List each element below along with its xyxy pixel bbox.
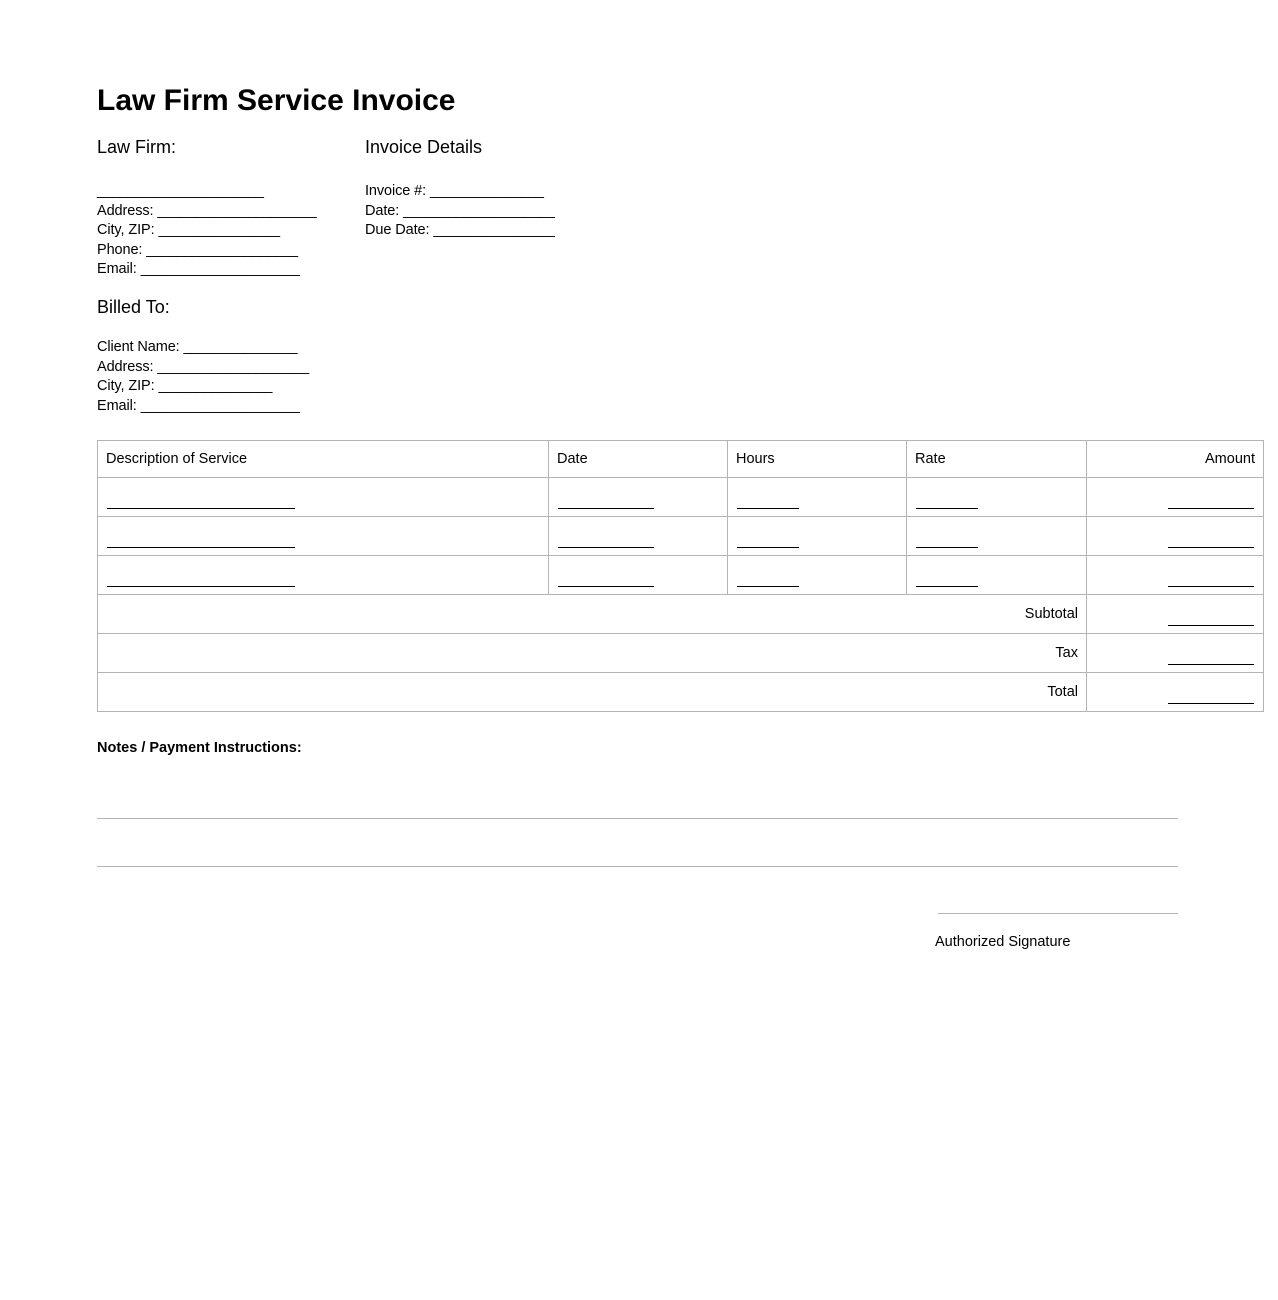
- cell-rate[interactable]: [907, 478, 1087, 517]
- cell-amount[interactable]: [1087, 478, 1264, 517]
- client-name-label: Client Name:: [97, 339, 180, 355]
- hours-rule: [737, 547, 799, 548]
- firm-name-field[interactable]: [97, 182, 362, 202]
- invoice-date-field[interactable]: [365, 202, 685, 222]
- tax-value-cell[interactable]: [1087, 634, 1264, 673]
- cell-date[interactable]: [549, 478, 728, 517]
- cell-description[interactable]: [98, 478, 549, 517]
- invoice-date-label: Date:: [365, 202, 400, 219]
- rate-rule: [916, 508, 978, 509]
- client-email-field[interactable]: [97, 397, 517, 417]
- invoice-due-date-field[interactable]: [365, 221, 685, 241]
- billed-to-heading: Billed To:: [97, 297, 170, 317]
- billed-to-fields: [97, 338, 517, 416]
- table-header-row: [98, 441, 1264, 478]
- firm-phone-label: Phone:: [97, 241, 143, 258]
- total-label: Total: [98, 673, 1087, 712]
- cell-date[interactable]: [549, 556, 728, 595]
- total-row: [98, 673, 1264, 712]
- subtotal-row: [98, 595, 1264, 634]
- law-firm-section: [97, 136, 362, 280]
- subtotal-value-cell[interactable]: [1087, 595, 1264, 634]
- client-address-rule: ____________________: [157, 358, 309, 375]
- invoice-number-rule: _______________: [430, 183, 544, 199]
- firm-city-zip-field[interactable]: [97, 221, 362, 241]
- table-row: [98, 556, 1264, 595]
- firm-phone-field[interactable]: [97, 241, 362, 261]
- client-name-field[interactable]: [97, 338, 517, 358]
- invoice-details-fields: [365, 182, 685, 241]
- table-header: [98, 441, 1264, 478]
- date-rule: [558, 508, 654, 509]
- cell-description[interactable]: [98, 517, 549, 556]
- law-firm-heading: Law Firm:: [97, 137, 177, 157]
- firm-email-label: Email:: [97, 261, 137, 277]
- firm-email-rule: _____________________: [140, 261, 300, 277]
- date-rule: [558, 586, 654, 587]
- client-email-label: Email:: [97, 397, 137, 414]
- date-rule: [558, 547, 654, 548]
- firm-email-field[interactable]: [97, 260, 362, 280]
- invoice-due-date-label: Due Date:: [365, 222, 430, 238]
- client-address-label: Address:: [97, 358, 154, 375]
- client-email-rule: _____________________: [140, 397, 300, 414]
- rate-rule: [916, 547, 978, 548]
- cell-hours[interactable]: [728, 556, 907, 595]
- cell-description[interactable]: [98, 556, 549, 595]
- client-city-zip-field[interactable]: [97, 377, 517, 397]
- column-header-rate: Rate: [907, 441, 1087, 478]
- column-header-amount: Amount: [1087, 441, 1264, 478]
- cell-date[interactable]: [549, 517, 728, 556]
- table-row: [98, 517, 1264, 556]
- billed-to-section: [97, 296, 517, 416]
- invoice-number-field[interactable]: [365, 182, 685, 202]
- table-row: [98, 478, 1264, 517]
- cell-hours[interactable]: [728, 517, 907, 556]
- client-city-zip-rule: _______________: [158, 378, 272, 394]
- client-address-field[interactable]: [97, 358, 517, 378]
- amount-rule: [1168, 586, 1254, 587]
- client-name-rule: _______________: [183, 339, 298, 355]
- firm-address-label: Address:: [97, 202, 154, 219]
- amount-rule: [1168, 547, 1254, 548]
- column-header-date: Date: [549, 441, 728, 478]
- cell-hours[interactable]: [728, 478, 907, 517]
- cell-amount[interactable]: [1087, 556, 1264, 595]
- column-header-description: Description of Service: [98, 441, 549, 478]
- hours-rule: [737, 586, 799, 587]
- cell-amount[interactable]: [1087, 517, 1264, 556]
- rate-rule: [916, 586, 978, 587]
- invoice-details-heading: Invoice Details: [365, 137, 483, 157]
- tax-row: [98, 634, 1264, 673]
- tax-label: Tax: [98, 634, 1087, 673]
- invoice-due-date-rule: ________________: [433, 222, 555, 238]
- total-value-cell[interactable]: [1087, 673, 1264, 712]
- firm-name-rule: ______________________: [97, 183, 264, 199]
- line-items-table: [97, 440, 1264, 712]
- table-body: [98, 478, 1264, 712]
- cell-rate[interactable]: [907, 517, 1087, 556]
- amount-rule: [1168, 508, 1254, 509]
- notes-line-2[interactable]: [97, 866, 1178, 867]
- description-rule: [107, 547, 295, 548]
- subtotal-label: Subtotal: [98, 595, 1087, 634]
- notes-line-1[interactable]: [97, 818, 1178, 819]
- firm-address-rule: _____________________: [157, 202, 317, 219]
- law-firm-fields: [97, 182, 362, 280]
- notes-heading: Notes / Payment Instructions:: [97, 740, 302, 756]
- firm-phone-rule: ____________________: [146, 241, 298, 258]
- invoice-number-label: Invoice #:: [365, 183, 427, 199]
- firm-address-field[interactable]: [97, 202, 362, 222]
- description-rule: [107, 508, 295, 509]
- signature-line[interactable]: [938, 913, 1178, 914]
- firm-city-zip-rule: ________________: [158, 222, 280, 238]
- invoice-date-rule: ____________________: [403, 202, 555, 219]
- page-title: Law Firm Service Invoice: [97, 84, 456, 117]
- firm-city-zip-label: City, ZIP:: [97, 222, 155, 238]
- hours-rule: [737, 508, 799, 509]
- column-header-hours: Hours: [728, 441, 907, 478]
- cell-rate[interactable]: [907, 556, 1087, 595]
- invoice-details-section: [365, 136, 685, 241]
- client-city-zip-label: City, ZIP:: [97, 378, 155, 394]
- total-rule: [1168, 703, 1254, 704]
- signature-label: Authorized Signature: [935, 934, 1071, 950]
- tax-rule: [1168, 664, 1254, 665]
- description-rule: [107, 586, 295, 587]
- subtotal-rule: [1168, 625, 1254, 626]
